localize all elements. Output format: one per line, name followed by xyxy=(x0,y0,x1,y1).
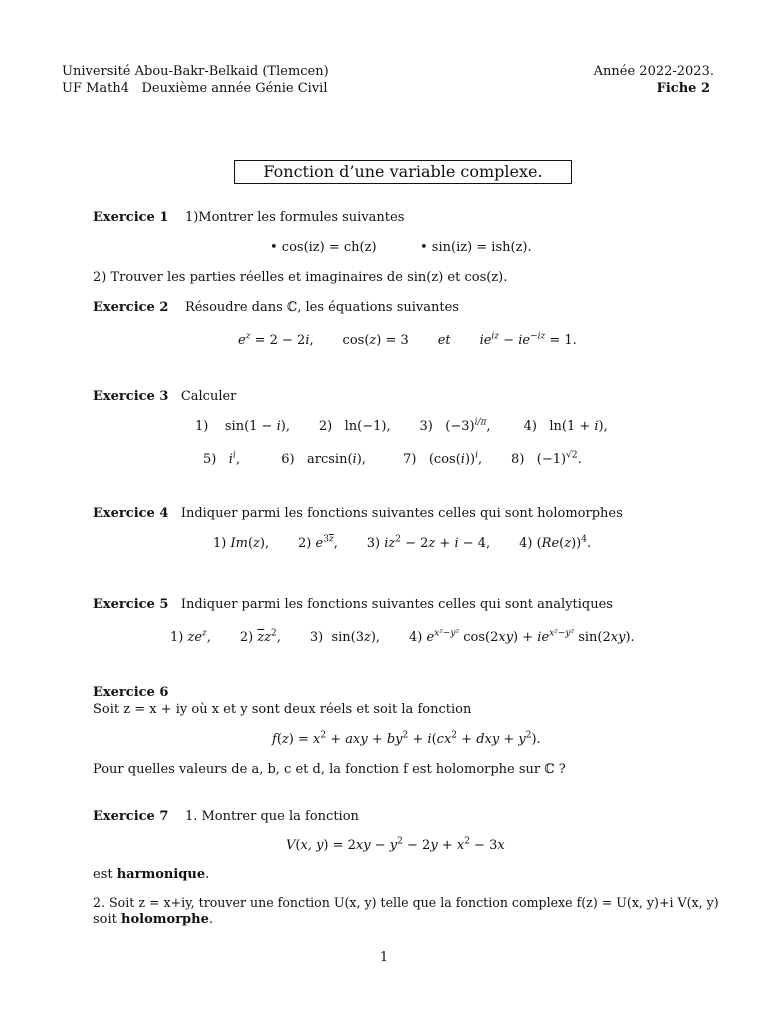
exercise-7-function: V(x, $y) = 2xy - y^2 - 2y + x^2 - 3x$ xyxy=(286,836,505,853)
exercise-1-label: Exercice 1 xyxy=(93,210,169,225)
exercise-6-label-text: Exercice 6 xyxy=(93,685,169,700)
exercise-6-line1: Soit z = x + iy où x et y sont deux réels et soit la fonction xyxy=(93,702,472,717)
exercise-2-equations: $e^z = 2 - 2i$, cos(z) = 3 et $ie^{iz} - ie^{-iz} = 1$. xyxy=(238,331,577,348)
exercise-3 xyxy=(93,389,236,404)
exercise-3-row1: 1) sin(1 − i), 2) ln(−1), 3) $(-3)^{i/\pi}$, 4) ln(1 + i), xyxy=(195,417,608,434)
harmonic-word: harmonique xyxy=(116,867,206,882)
exercise-6-question: Pour quelles valeurs de a, b, c et d, la fonction f est holomorphe sur ℂ ? xyxy=(93,762,566,777)
exercise-5-label: Exercice 5 xyxy=(93,597,169,612)
exercise-7 xyxy=(93,809,359,824)
exercise-1-part2: 2) Trouver les parties réelles et imaginaires de sin(z) et cos(z). xyxy=(93,270,508,285)
exercise-2 xyxy=(93,300,459,315)
formula-cos-iz-text: • cos(iz) = ch(z) xyxy=(270,240,377,255)
exercise-6-function: $f(z) = x^2$ + axy + $by^2 + i(cx^2$ + dxy + $y^2$). xyxy=(272,730,541,747)
holomorphe-word: holomorphe xyxy=(121,912,209,927)
exercise-7-label: Exercice 7 xyxy=(93,809,169,824)
exercise-7-part2: 2. Soit z = x+iy, trouver une fonction U(x, y) telle que la fonction complexe f(z) = U(x, y)+i V(x, y) xyxy=(93,895,719,910)
page-number: 1 xyxy=(379,950,389,965)
harmonic-prefix: est xyxy=(93,867,113,882)
exercise-7-intro: 1. Montrer que la fonction xyxy=(184,809,359,824)
exercise-3-intro: Calculer xyxy=(180,389,237,404)
exercise-4-functions: 1) Im(z), 2) $e^{3\overline{z}}$, 3) $iz^2 - 2z + i - 4$, 4) $(Re(z))^4$. xyxy=(213,534,592,551)
exercise-5-intro: Indiquer parmi les fonctions suivantes celles qui sont analytiques xyxy=(180,597,613,612)
university-name: Université Abou-Bakr-Belkaid (Tlemcen) xyxy=(62,64,329,79)
exercise-3-label: Exercice 3 xyxy=(93,389,169,404)
exercise-4-intro: Indiquer parmi les fonctions suivantes celles qui sont holomorphes xyxy=(180,506,623,521)
formula-sin-iz xyxy=(420,240,532,255)
sheet-number: Fiche 2 xyxy=(656,81,710,96)
exercise-7-soit: soit holomorphe. xyxy=(93,912,213,927)
formula-sin-iz-text: • sin(iz) = ish(z). xyxy=(420,240,532,255)
soit-word: soit xyxy=(93,912,117,927)
course-uf: UF Math4 xyxy=(62,81,130,96)
course-year: Deuxième année Génie Civil xyxy=(141,81,328,96)
course-line xyxy=(62,81,328,96)
exercise-4 xyxy=(93,506,623,521)
formula-cos-iz xyxy=(270,240,377,255)
academic-year: Année 2022-2023. xyxy=(593,64,714,79)
exercise-5-functions: 1) $ze^z$, 2) $\overline{z}z^2$, 3) sin(3z), 4) $e^{x^2-y^2}$ $\cos(2xy) + ie^{x^2-y^2}$ sin(2xy). xyxy=(170,628,635,645)
exercise-3-row2: 5) $i^i$, 6) arcsin(i), 7) $(\cos(i))^i$, 8) $(-1)^{√2}$. xyxy=(203,450,582,467)
exercise-2-label: Exercice 2 xyxy=(93,300,169,315)
exercise-1 xyxy=(93,210,404,225)
exercise-4-label: Exercice 4 xyxy=(93,506,169,521)
exercise-6-label xyxy=(93,685,168,700)
page-title: Fonction d’une variable complexe. xyxy=(234,160,572,184)
exercise-1-intro: 1)Montrer les formules suivantes xyxy=(184,210,405,225)
exercise-2-intro: Résoudre dans ℂ, les équations suivantes xyxy=(184,300,459,315)
exercise-7-harmonic: est harmonique. xyxy=(93,867,210,882)
exercise-5 xyxy=(93,597,613,612)
